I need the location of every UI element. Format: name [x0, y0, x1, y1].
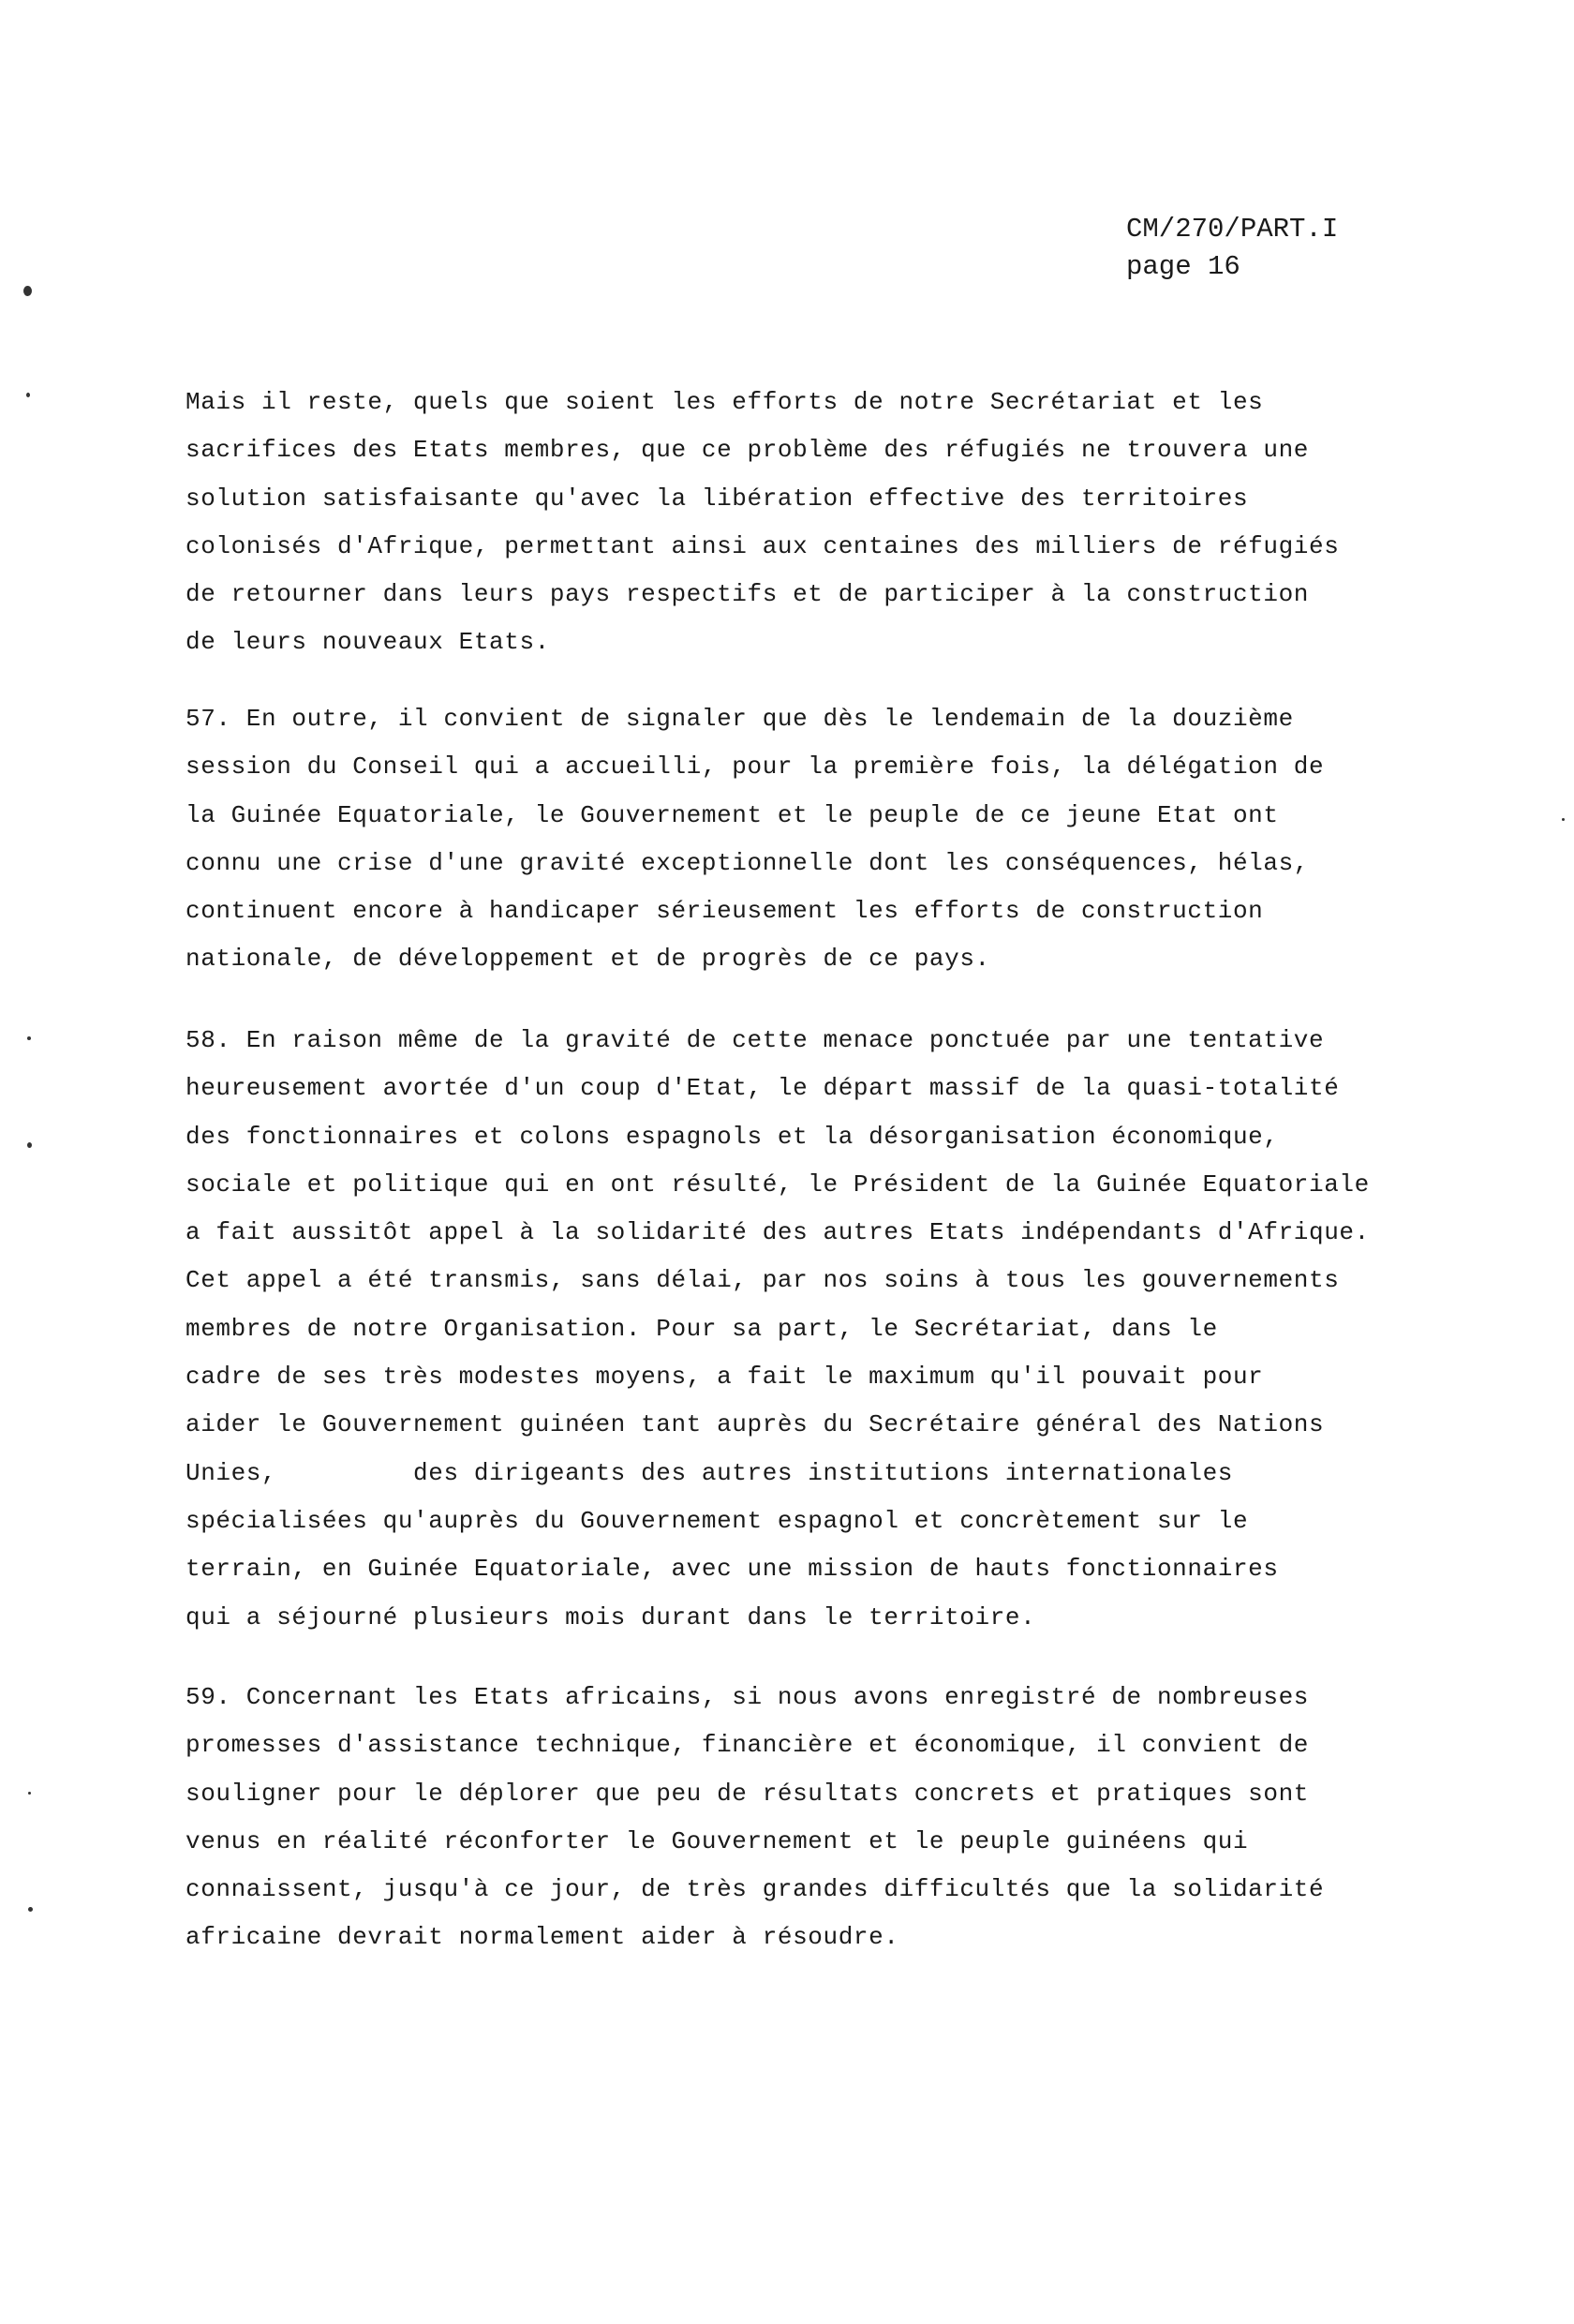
paragraph-intro: [186, 379, 1339, 667]
paragraph-58: [186, 1017, 1370, 1642]
text-line: membres de notre Organisation. Pour sa part, le Secrétariat, dans le: [186, 1314, 1218, 1343]
text-line: nationale, de développement et de progrès de ce pays.: [186, 945, 990, 974]
text-line: heureusement avortée d'un coup d'Etat, le départ massif de la quasi-totalité: [186, 1074, 1340, 1103]
text-line: a fait aussitôt appel à la solidarité des autres Etats indépendants d'Afrique.: [186, 1218, 1370, 1247]
scan-speck: [26, 393, 30, 397]
text-line: spécialisées qu'auprès du Gouvernement espagnol et concrètement sur le: [186, 1506, 1249, 1535]
text-line: promesses d'assistance technique, financière et économique, il convient de: [186, 1731, 1309, 1760]
text-line: connaissent, jusqu'à ce jour, de très grandes difficultés que la solidarité: [186, 1875, 1325, 1904]
page-number: page 16: [1126, 251, 1240, 282]
text-line: souligner pour le déplorer que peu de résultats concrets et pratiques sont: [186, 1779, 1309, 1808]
text-line: la Guinée Equatoriale, le Gouvernement et le peuple de ce jeune Etat ont: [186, 800, 1279, 829]
scan-speck: [27, 1142, 32, 1148]
text-line: session du Conseil qui a accueilli, pour la première fois, la délégation de: [186, 752, 1325, 782]
scan-speck: [28, 1907, 33, 1912]
text-line: Unies, des dirigeants des autres institutions internationales: [186, 1458, 1233, 1487]
text-line: continuent encore à handicaper sérieusement les efforts de construction: [186, 897, 1264, 926]
text-line: colonisés d'Afrique, permettant ainsi aux centaines des milliers de réfugiés: [186, 531, 1340, 560]
text-line: cadre de ses très modestes moyens, a fait le maximum qu'il pouvait pour: [186, 1363, 1264, 1392]
text-line: 59. Concernant les Etats africains, si nous avons enregistré de nombreuses: [186, 1683, 1309, 1711]
text-line: connu une crise d'une gravité exceptionnelle dont les conséquences, hélas,: [186, 848, 1309, 877]
scan-speck: [28, 1792, 31, 1795]
paragraph-59: [186, 1674, 1324, 1962]
text-line: venus en réalité réconforter le Gouvernement et le peuple guinéens qui: [186, 1826, 1249, 1855]
text-line: Mais il reste, quels que soient les efforts de notre Secrétariat et les: [186, 388, 1264, 416]
text-line: 57. En outre, il convient de signaler que dès le lendemain de la douzième: [186, 705, 1294, 733]
scan-speck: [1562, 818, 1565, 821]
text-line: 58. En raison même de la gravité de cette menace ponctuée par une tentative: [186, 1026, 1325, 1054]
text-line: aider le Gouvernement guinéen tant auprès du Secrétaire général des Nations: [186, 1410, 1325, 1439]
paragraph-57: [186, 695, 1324, 984]
text-line: terrain, en Guinée Equatoriale, avec une mission de hauts fonctionnaires: [186, 1555, 1279, 1584]
document-reference: CM/270/PART.I: [1126, 214, 1339, 245]
scan-speck: [23, 286, 32, 296]
scan-speck: [27, 1036, 31, 1040]
text-line: de leurs nouveaux Etats.: [186, 628, 550, 657]
document-header: [1126, 211, 1338, 286]
text-line: des fonctionnaires et colons espagnols et la désorganisation économique,: [186, 1122, 1279, 1151]
text-line: sacrifices des Etats membres, que ce problème des réfugiés ne trouvera une: [186, 436, 1309, 465]
text-line: solution satisfaisante qu'avec la libération effective des territoires: [186, 484, 1249, 513]
text-line: Cet appel a été transmis, sans délai, par nos soins à tous les gouvernements: [186, 1266, 1340, 1295]
text-line: de retourner dans leurs pays respectifs et de participer à la construction: [186, 580, 1309, 609]
text-line: africaine devrait normalement aider à résoudre.: [186, 1923, 899, 1952]
text-line: qui a séjourné plusieurs mois durant dans le territoire.: [186, 1602, 1036, 1631]
text-line: sociale et politique qui en ont résulté, le Président de la Guinée Equatoriale: [186, 1169, 1370, 1199]
